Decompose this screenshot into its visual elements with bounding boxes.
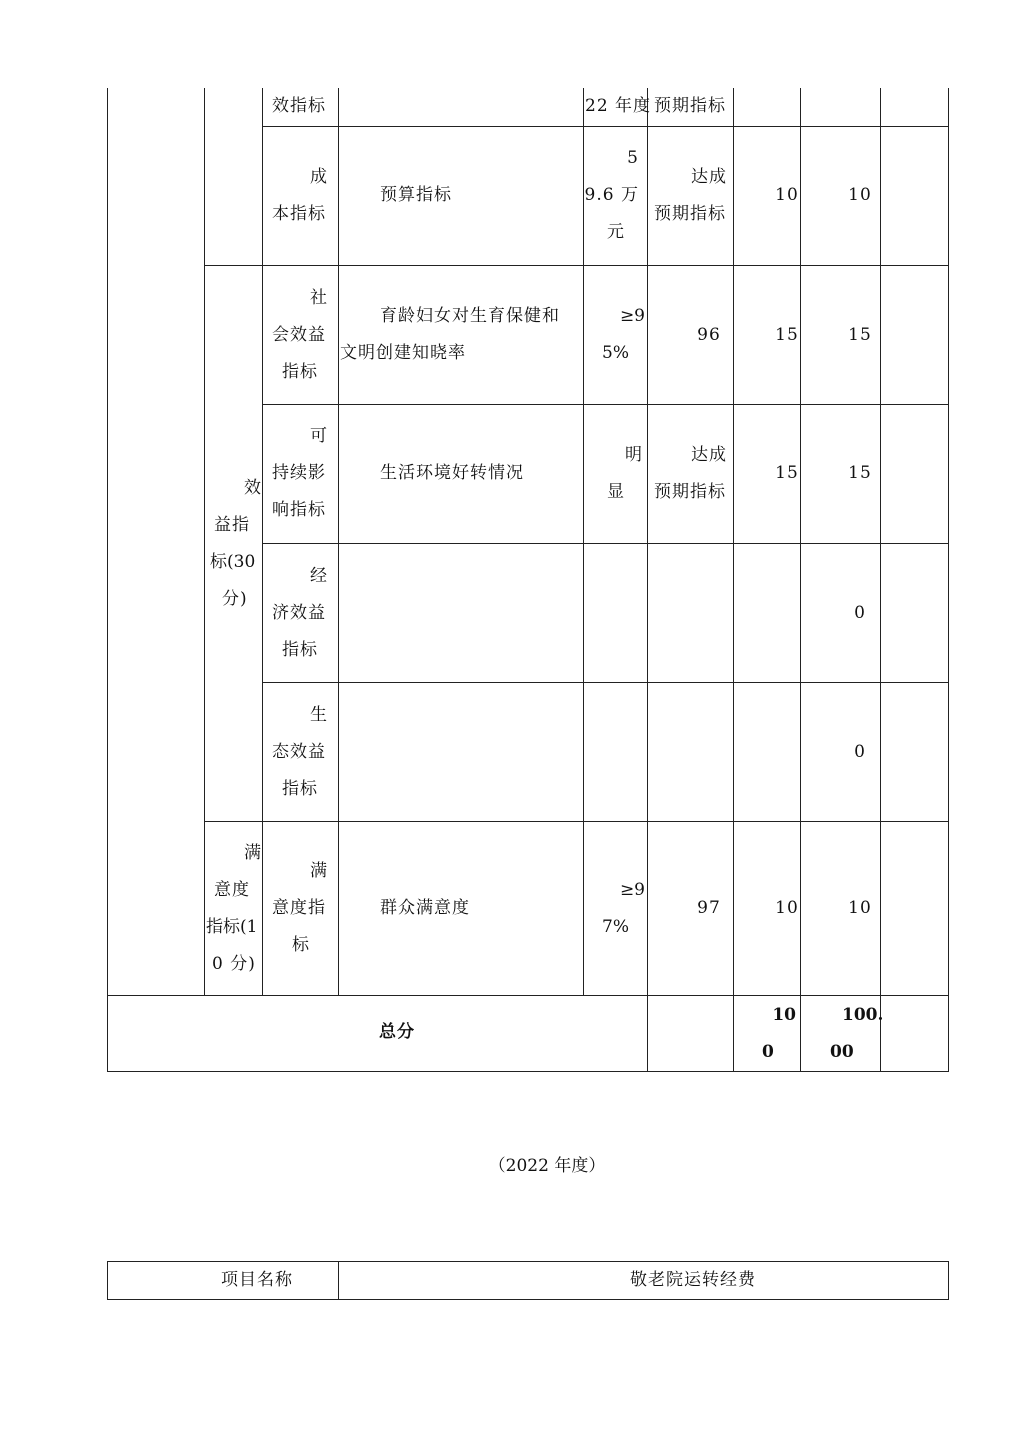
total-score-line2: 00 xyxy=(830,1042,854,1062)
project-name-label: 项目名称 xyxy=(221,1270,293,1290)
output-target: 22 年度 xyxy=(585,96,652,116)
grid-line xyxy=(107,1071,949,1072)
sustain-subcategory-line3: 响指标 xyxy=(272,500,326,520)
total-weight-line2: 0 xyxy=(762,1042,774,1062)
grid-line xyxy=(204,821,949,822)
sustain-subcategory-line2: 持续影 xyxy=(272,463,326,483)
social-actual: 96 xyxy=(697,325,721,345)
satisfaction-weight: 10 xyxy=(775,898,799,918)
year-caption: （2022 年度） xyxy=(488,1156,606,1176)
satisfaction-target-line2: 7% xyxy=(602,917,629,937)
grid-line xyxy=(338,88,339,996)
economic-subcategory-line2: 济效益 xyxy=(272,603,326,623)
eco-subcategory-line1: 生 xyxy=(310,705,328,725)
social-subcategory-line3: 指标 xyxy=(282,362,318,382)
grid-line xyxy=(107,995,949,996)
benefit-category-line3: 标(30 xyxy=(210,552,256,572)
cost-subcategory-line1: 成 xyxy=(310,167,328,187)
economic-score: 0 xyxy=(854,603,866,623)
grid-line xyxy=(107,88,108,1072)
social-indicator-line1: 育龄妇女对生育保健和 xyxy=(380,306,560,326)
satisfaction-subcategory-line2: 意度指 xyxy=(272,898,326,918)
satisfaction-subcategory-line1: 满 xyxy=(310,861,328,881)
grid-line xyxy=(262,404,949,405)
cost-subcategory-line2: 本指标 xyxy=(272,204,326,224)
output-actual: 预期指标 xyxy=(654,96,726,116)
sustain-actual-line2: 预期指标 xyxy=(654,482,726,502)
satisfaction-actual: 97 xyxy=(697,898,721,918)
project-name-value: 敬老院运转经费 xyxy=(630,1270,756,1290)
social-subcategory-line2: 会效益 xyxy=(272,325,326,345)
total-weight-line1: 10 xyxy=(772,1005,796,1025)
cost-indicator: 预算指标 xyxy=(380,185,452,205)
cost-target-line3: 元 xyxy=(607,222,625,242)
total-score-line1: 100. xyxy=(842,1005,884,1025)
social-target-line1: ≥9 xyxy=(619,306,645,326)
eco-subcategory-line2: 态效益 xyxy=(272,742,326,762)
benefit-category-line4: 分) xyxy=(222,589,248,609)
satisfaction-score: 10 xyxy=(848,898,872,918)
eco-score: 0 xyxy=(854,742,866,762)
grid-line xyxy=(948,88,949,1072)
social-target-line2: 5% xyxy=(602,343,629,363)
grid-line xyxy=(262,126,949,127)
satisfaction-category-line1: 满 xyxy=(244,843,262,863)
sustain-subcategory-line1: 可 xyxy=(310,426,328,446)
grid-line xyxy=(107,1299,949,1300)
sustain-indicator: 生活环境好转情况 xyxy=(380,463,524,483)
satisfaction-category-line2: 意度 xyxy=(214,880,250,900)
economic-subcategory-line1: 经 xyxy=(310,566,328,586)
cost-actual-line1: 达成 xyxy=(691,167,727,187)
grid-line xyxy=(204,265,949,266)
social-subcategory-line1: 社 xyxy=(310,288,328,308)
eco-subcategory-line3: 指标 xyxy=(282,779,318,799)
grid-line xyxy=(262,682,949,683)
social-score: 15 xyxy=(848,325,872,345)
satisfaction-target-line1: ≥9 xyxy=(619,880,645,900)
cost-weight: 10 xyxy=(775,185,799,205)
sustain-target-line2: 显 xyxy=(607,482,625,502)
output-subcategory: 效指标 xyxy=(272,96,326,116)
cost-actual-line2: 预期指标 xyxy=(654,204,726,224)
sustain-weight: 15 xyxy=(775,463,799,483)
satisfaction-category-line3: 指标(1 xyxy=(206,917,258,937)
cost-target-line2: 9.6 万 xyxy=(584,185,639,205)
sustain-score: 15 xyxy=(848,463,872,483)
satisfaction-indicator: 群众满意度 xyxy=(380,898,470,918)
satisfaction-subcategory-line3: 标 xyxy=(292,935,310,955)
benefit-category-line2: 益指 xyxy=(214,515,250,535)
cost-target-line1: 5 xyxy=(627,148,639,168)
sustain-actual-line1: 达成 xyxy=(691,445,727,465)
grid-line xyxy=(262,543,949,544)
total-label: 总分 xyxy=(379,1022,415,1042)
satisfaction-category-line4: 0 分) xyxy=(212,954,256,974)
sustain-target-line1: 明 xyxy=(625,445,643,465)
benefit-category-line1: 效 xyxy=(244,478,262,498)
economic-subcategory-line3: 指标 xyxy=(282,640,318,660)
social-weight: 15 xyxy=(775,325,799,345)
social-indicator-line2: 文明创建知晓率 xyxy=(340,343,466,363)
cost-score: 10 xyxy=(848,185,872,205)
